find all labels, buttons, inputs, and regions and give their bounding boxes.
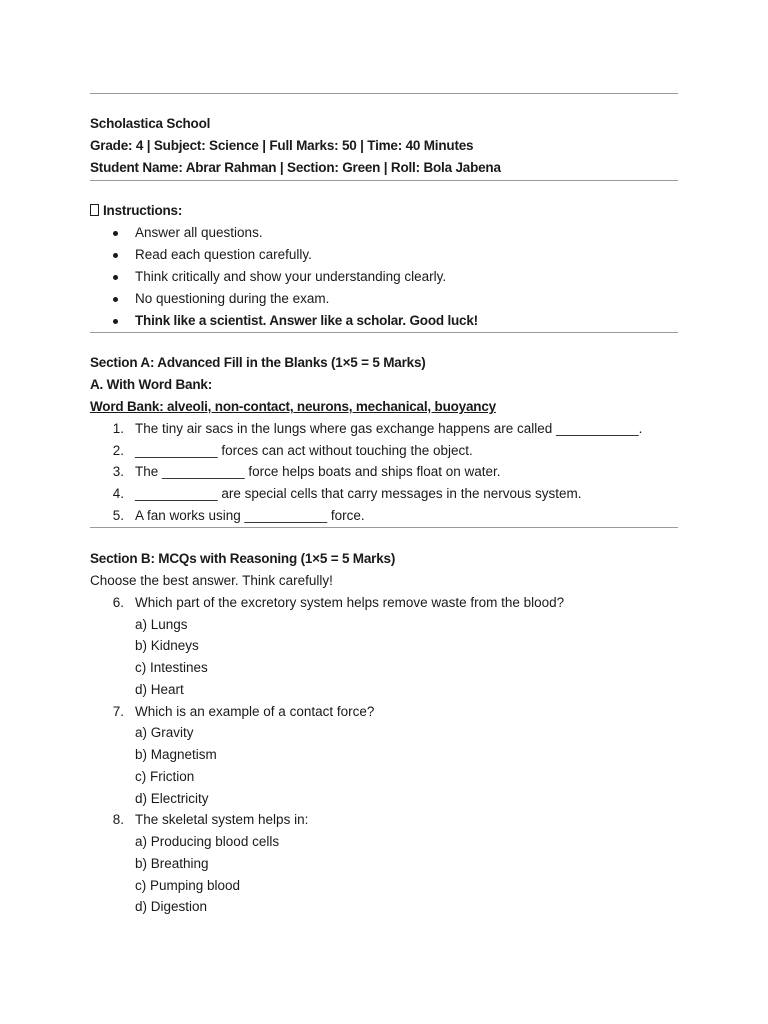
question-text: Which part of the excretory system helps remove waste from the blood? [135,595,565,610]
question-number: 1. [112,421,124,436]
school-name: Scholastica School [90,116,211,131]
instruction-item: Think like a scientist. Answer like a scholar. Good luck! [135,313,478,328]
bullet-icon [113,253,118,258]
question-number: 3. [112,464,124,479]
answer-option: c) Pumping blood [135,878,241,893]
answer-option: d) Electricity [135,791,209,806]
answer-option: b) Breathing [135,856,209,871]
answer-option: a) Gravity [135,725,194,740]
answer-option: b) Magnetism [135,747,217,762]
answer-option: b) Kidneys [135,638,199,653]
question-number: 5. [112,508,124,523]
exam-details: Grade: 4 | Subject: Science | Full Marks: 50 | Time: 40 Minutes [90,138,474,153]
bullet-icon [113,231,118,236]
question-number: 4. [112,486,124,501]
instruction-item: No questioning during the exam. [135,291,330,306]
question-text: ___________ are special cells that carry messages in the nervous system. [135,486,582,501]
section-a-title: Section A: Advanced Fill in the Blanks (1×5 = 5 Marks) [90,355,426,370]
instructions-heading-text: Instructions: [103,203,183,218]
answer-option: c) Friction [135,769,195,784]
question-text: Which is an example of a contact force? [135,704,375,719]
answer-option: d) Heart [135,682,184,697]
question-number: 6. [112,595,124,610]
question-number: 2. [112,443,124,458]
section-b-title: Section B: MCQs with Reasoning (1×5 = 5 Marks) [90,551,396,566]
question-text: The tiny air sacs in the lungs where gas exchange happens are called ___________. [135,421,643,436]
section-a-subtitle: A. With Word Bank: [90,377,213,392]
question-text: ___________ forces can act without touching the object. [135,443,473,458]
answer-option: d) Digestion [135,899,208,914]
word-bank: Word Bank: alveoli, non-contact, neurons, mechanical, buoyancy [90,399,496,414]
question-text: A fan works using ___________ force. [135,508,365,523]
header-rule [90,180,678,181]
question-number: 7. [112,704,124,719]
bullet-icon [113,319,118,324]
instruction-item: Think critically and show your understanding clearly. [135,269,447,284]
question-number: 8. [112,812,124,827]
answer-option: c) Intestines [135,660,208,675]
instructions-heading [90,201,182,221]
section-b-intro: Choose the best answer. Think carefully! [90,573,333,588]
section-a-rule [90,527,678,528]
answer-option: a) Producing blood cells [135,834,280,849]
bullet-icon [113,297,118,302]
answer-option: a) Lungs [135,617,188,632]
bullet-icon [113,275,118,280]
instructions-rule [90,332,678,333]
missing-glyph-icon [90,204,99,216]
top-rule [90,93,678,94]
instruction-item: Answer all questions. [135,225,263,240]
student-details: Student Name: Abrar Rahman | Section: Green | Roll: Bola Jabena [90,160,501,175]
question-text: The ___________ force helps boats and ships float on water. [135,464,501,479]
question-text: The skeletal system helps in: [135,812,309,827]
instruction-item: Read each question carefully. [135,247,312,262]
